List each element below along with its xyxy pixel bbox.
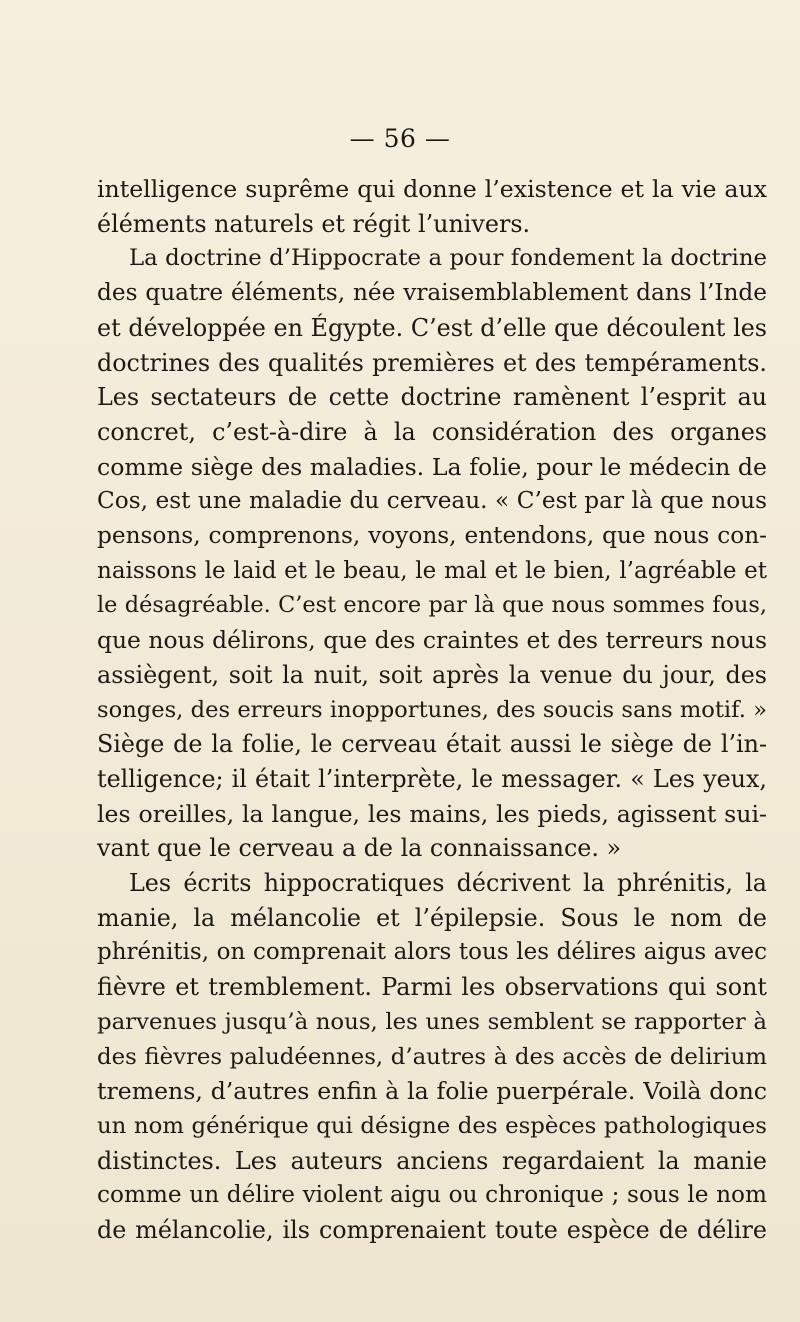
text-line: comme siège des maladies. La folie, pour le médecin de [97, 452, 767, 481]
text-line: Siège de la folie, le cerveau était aussi le siège de l’in- [97, 730, 767, 759]
text-line: Les sectateurs de cette doctrine ramènent l’esprit au [97, 383, 767, 412]
text-line: fièvre et tremblement. Parmi les observations qui sont [97, 973, 767, 1002]
text-line: assiègent, soit la nuit, soit après la venue du jour, des [97, 660, 767, 689]
text-line: un nom générique qui désigne des espèces pathologiques [97, 1112, 767, 1139]
text-line: naissons le laid et le beau, le mal et le bien, l’agréable et [97, 557, 767, 584]
text-line: que nous délirons, que des craintes et des terreurs nous [97, 626, 767, 655]
text-line: des fièvres paludéennes, d’autres à des accès de delirium [97, 1043, 767, 1070]
text-line: La doctrine d’Hippocrate a pour fondement la doctrine [129, 245, 767, 272]
text-line: concret, c’est-à-dire à la considération des organes [97, 417, 767, 446]
text-line: Cos, est une maladie du cerveau. « C’est par là que nous [97, 487, 767, 515]
text-line: telligence; il était l’interprète, le messager. « Les yeux, [97, 764, 767, 793]
text-line: vant que le cerveau a de la connaissance. » [97, 834, 622, 863]
page-number: — 56 — [349, 124, 451, 153]
text-line: comme un délire violent aigu ou chronique ; sous le nom [97, 1181, 767, 1209]
text-line: des quatre éléments, née vraisemblablement dans l’Inde [97, 279, 767, 307]
text-line: et développée en Égypte. C’est d’elle que découlent les [97, 313, 767, 342]
text-line: le désagréable. C’est encore par là que nous sommes fous, [97, 592, 767, 619]
text-line: pensons, comprenons, voyons, entendons, que nous con- [97, 522, 767, 550]
text-line: songes, des erreurs inopportunes, des soucis sans motif. » [97, 696, 767, 723]
text-line: phrénitis, on comprenait alors tous les délires aigus avec [97, 939, 767, 966]
text-line: les oreilles, la langue, les mains, les pieds, agissent sui- [97, 799, 767, 828]
text-line: doctrines des qualités premières et des tempéraments. [97, 348, 767, 377]
text-line: Les écrits hippocratiques décrivent la phrénitis, la [129, 869, 767, 898]
text-line: manie, la mélancolie et l’épilepsie. Sous le nom de [97, 903, 767, 932]
text-line: tremens, d’autres enfin à la folie puerpérale. Voilà donc [97, 1077, 767, 1106]
text-line: éléments naturels et régit l’univers. [97, 209, 531, 238]
text-line: distinctes. Les auteurs anciens regardaient la manie [97, 1146, 767, 1175]
text-line: parvenues jusqu’à nous, les unes semblent se rapporter à [97, 1008, 767, 1035]
body-text [97, 172, 767, 1248]
text-line: intelligence suprême qui donne l’existence et la vie aux [97, 175, 767, 203]
text-line: de mélancolie, ils comprenaient toute espèce de délire [97, 1216, 767, 1245]
